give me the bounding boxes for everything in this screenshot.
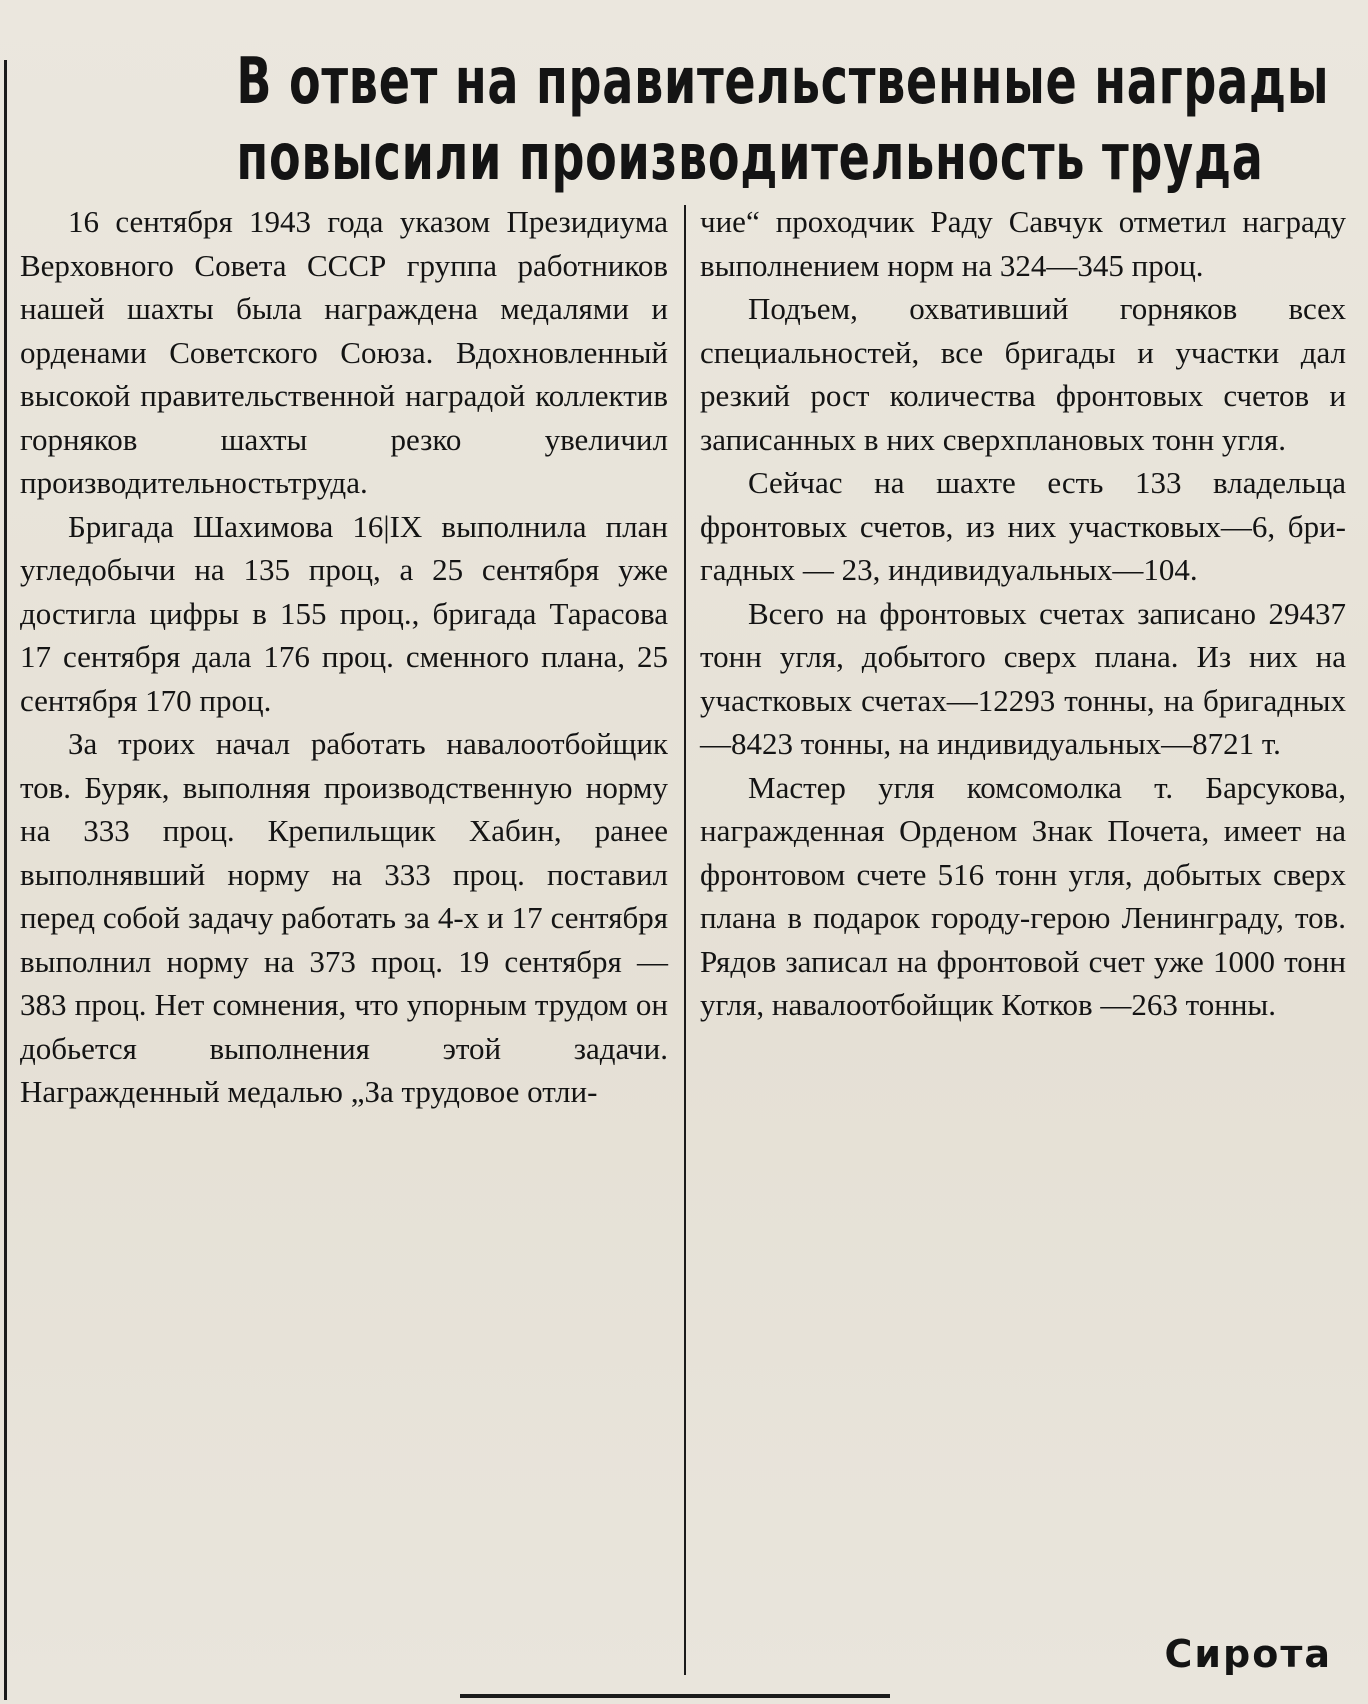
column-divider bbox=[684, 205, 686, 1675]
bottom-rule bbox=[460, 1694, 890, 1698]
article-headline bbox=[236, 44, 1330, 196]
article-column-left bbox=[20, 200, 668, 1114]
paragraph-continuation: чие“ проходчик Раду Савчук отметил награду выполнением норм на 324—345 проц. bbox=[700, 204, 1346, 283]
article-column-right bbox=[700, 200, 1346, 1027]
paragraph: Мастер угля комсомолка т. Барсукова, награжденная Орденом Знак Почета, имеет на фронтовом счете 516 тонн угля, добытых сверх плана в подарок городу-герою Ленинграду, тов. Рядов записал на фронтовой счет уже 1000 тонн угля, навалоотбойщик Котков —263 тонны. bbox=[700, 769, 1346, 1022]
paragraph: Всего на фронтовых счетах записано 29437 тонн угля, добытого сверх плана. Из них на участковых счетах—12293 тонны, на бригадных—8423 тонны, на индивидуальных—8721 т. bbox=[700, 595, 1346, 761]
paragraph: Сейчас на шахте есть 133 владельца фронтовых счетов, из них участковых—6, бригадных — 23, индивидуальных—104. bbox=[700, 465, 1346, 587]
author-signature: Сирота bbox=[1164, 1632, 1332, 1676]
headline-line-2: повысили производительность труда bbox=[236, 121, 1264, 195]
paragraph: Бригада Шахимова 16|IX выполнила план угледобычи на 135 проц, а 25 сентября уже достигла цифры в 155 проц., бригада Тарасова 17 сентября дала 176 проц. сменного плана, 25 сентября 170 проц. bbox=[20, 508, 668, 718]
paragraph: За троих начал работать навалоотбойщик тов. Буряк, выполняя производственную норму на 333 проц. Крепильщик Хабин, ранее выполнявший норму на 333 проц. поставил перед собой задачу работать за 4-х и 17 сентября выполнил норму на 373 проц. 19 сентября — 383 проц. Нет сомнения, что упорным трудом он добьется выполнения этой задачи. Награжденный медалью „За трудовое отли- bbox=[20, 726, 668, 1109]
headline-line-1: В ответ на правительственные награды bbox=[236, 45, 1330, 119]
left-margin-rule bbox=[4, 60, 7, 1700]
paragraph: Подъем, охвативший горняков всех специальностей, все бригады и участки дал резкий рост количества фронтовых счетов и записанных в них сверхплановых тонн угля. bbox=[700, 291, 1346, 457]
paragraph: 16 сентября 1943 года указом Президиума Верховного Совета СССР группа работников нашей шахты была награждена медалями и орденами Советского Союза. Вдохновленный высокой правительственной наградой коллектив горняков шахты резко увеличил производительностьтруда. bbox=[20, 204, 668, 500]
